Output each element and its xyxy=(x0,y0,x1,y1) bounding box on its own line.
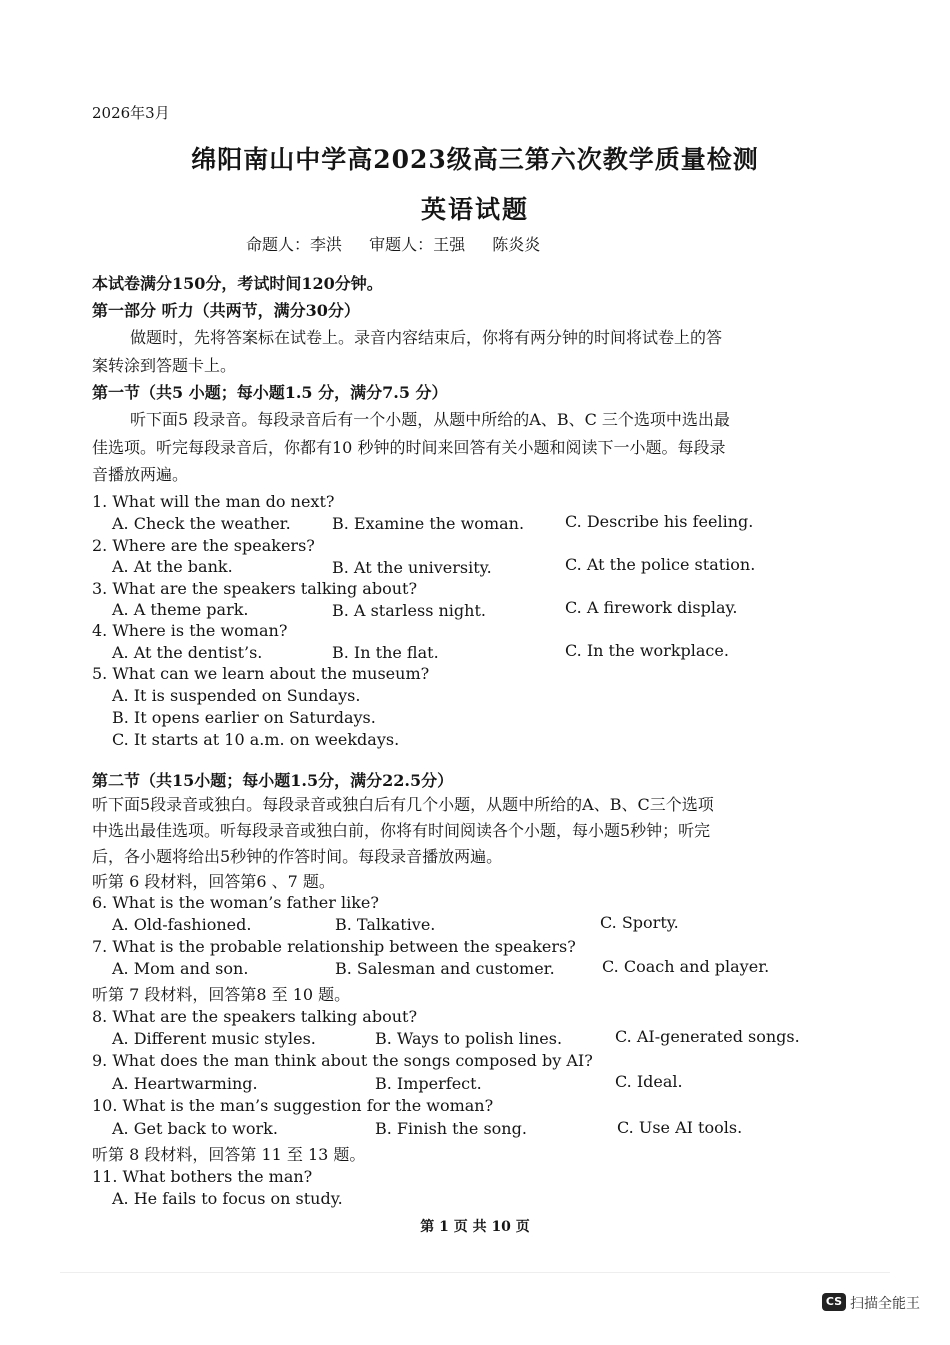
question-5: 5. What can we learn about the museum? xyxy=(92,664,430,683)
section2-instruction-line1: 听下面5段录音或独白。每段录音或独白后有几个小题，从题中所给的A、B、C三个选项 xyxy=(92,795,714,814)
section1-instruction-line3: 音播放两遍。 xyxy=(92,465,189,484)
exam-subtitle: 英语试题 xyxy=(420,195,529,224)
question-11: 11. What bothers the man? xyxy=(92,1167,313,1186)
q8-option-c: C. AI-generated songs. xyxy=(615,1027,800,1046)
question-9: 9. What does the man think about the songs composed by AI? xyxy=(92,1051,593,1070)
q11-option-a: A. He fails to focus on study. xyxy=(112,1189,343,1208)
setter: 命题人：李洪 xyxy=(246,235,343,254)
q10-option-c: C. Use AI tools. xyxy=(617,1118,743,1137)
section1-instruction-line1: 听下面5 段录音。每段录音后有一个小题，从题中所给的A、B、C 三个选项中选出最 xyxy=(130,410,730,429)
q5-option-b: B. It opens earlier on Saturdays. xyxy=(112,708,376,727)
q2-option-a: A. At the bank. xyxy=(112,557,233,576)
q6-option-c: C. Sporty. xyxy=(600,913,679,932)
q1-option-b: B. Examine the woman. xyxy=(332,514,525,533)
q5-option-a: A. It is suspended on Sundays. xyxy=(112,686,361,705)
q9-option-c: C. Ideal. xyxy=(615,1072,683,1091)
q9-option-a: A. Heartwarming. xyxy=(112,1074,258,1093)
q10-option-b: B. Finish the song. xyxy=(375,1119,527,1138)
question-6: 6. What is the woman’s father like? xyxy=(92,893,379,912)
camscanner-logo-icon: CS xyxy=(822,1293,846,1311)
q10-option-a: A. Get back to work. xyxy=(112,1119,278,1138)
question-1: 1. What will the man do next? xyxy=(92,492,335,511)
page-number: 第 1 页 共 10 页 xyxy=(420,1219,530,1235)
section2-instruction-line2: 中选出最佳选项。听每段录音或独白前，你将有时间阅读各个小题，每小题5秒钟；听完 xyxy=(92,821,711,840)
q6-option-b: B. Talkative. xyxy=(335,915,436,934)
q2-option-c: C. At the police station. xyxy=(565,555,756,574)
q9-option-b: B. Imperfect. xyxy=(375,1074,482,1093)
q8-option-a: A. Different music styles. xyxy=(112,1029,316,1048)
section1-instruction-line2: 佳选项。听完每段录音后，你都有10 秒钟的时间来回答有关小题和阅读下一小题。每段录 xyxy=(92,438,726,457)
q3-option-a: A. A theme park. xyxy=(112,600,249,619)
section2-title: 第二节（共15小题；每小题1.5分，满分22.5分） xyxy=(92,771,454,790)
q4-option-b: B. In the flat. xyxy=(332,643,439,662)
q3-option-b: B. A starless night. xyxy=(332,601,486,620)
material-6-heading: 听第 6 段材料，回答第6 、7 题。 xyxy=(92,872,335,891)
q2-option-b: B. At the university. xyxy=(332,558,492,577)
section2-instruction-line3: 后，各小题将给出5秒钟的作答时间。每段录音播放两遍。 xyxy=(92,847,503,866)
q4-option-a: A. At the dentist’s. xyxy=(112,643,263,662)
question-2: 2. Where are the speakers? xyxy=(92,536,315,555)
footer-divider xyxy=(60,1272,890,1273)
exam-date: 2026年3月 xyxy=(92,104,170,122)
q3-option-c: C. A firework display. xyxy=(565,598,738,617)
q8-option-b: B. Ways to polish lines. xyxy=(375,1029,563,1048)
question-3: 3. What are the speakers talking about? xyxy=(92,579,418,598)
q5-option-c: C. It starts at 10 a.m. on weekdays. xyxy=(112,730,400,749)
authors-line xyxy=(246,232,562,255)
question-8: 8. What are the speakers talking about? xyxy=(92,1007,418,1026)
material-8-heading: 听第 8 段材料，回答第 11 至 13 题。 xyxy=(92,1145,366,1164)
part1-instruction-line2: 案转涂到答题卡上。 xyxy=(92,356,237,375)
q1-option-a: A. Check the weather. xyxy=(112,514,291,533)
part1-title: 第一部分 听力（共两节，满分30分） xyxy=(92,301,360,320)
section1-title: 第一节（共5 小题；每小题1.5 分，满分7.5 分） xyxy=(92,383,448,402)
material-7-heading: 听第 7 段材料，回答第8 至 10 题。 xyxy=(92,985,351,1004)
question-4: 4. Where is the woman? xyxy=(92,621,288,640)
reviewer-2: 陈炎炎 xyxy=(492,235,541,254)
q7-option-c: C. Coach and player. xyxy=(602,957,770,976)
q6-option-a: A. Old-fashioned. xyxy=(112,915,252,934)
q4-option-c: C. In the workplace. xyxy=(565,641,729,660)
q1-option-c: C. Describe his feeling. xyxy=(565,512,754,531)
q7-option-b: B. Salesman and customer. xyxy=(335,959,555,978)
q7-option-a: A. Mom and son. xyxy=(112,959,249,978)
scanner-watermark xyxy=(820,1289,950,1345)
reviewer: 审题人：王强 xyxy=(369,235,466,254)
question-10: 10. What is the man’s suggestion for the woman? xyxy=(92,1096,494,1115)
question-7: 7. What is the probable relationship between the speakers? xyxy=(92,937,576,956)
scanner-watermark-text: 扫描全能王 xyxy=(850,1296,920,1312)
part1-instruction-line1: 做题时，先将答案标在试卷上。录音内容结束后，你将有两分钟的时间将试卷上的答 xyxy=(130,328,723,347)
score-time: 本试卷满分150分，考试时间120分钟。 xyxy=(92,274,383,293)
exam-title: 绵阳南山中学高2023级高三第六次教学质量检测 xyxy=(191,145,759,174)
